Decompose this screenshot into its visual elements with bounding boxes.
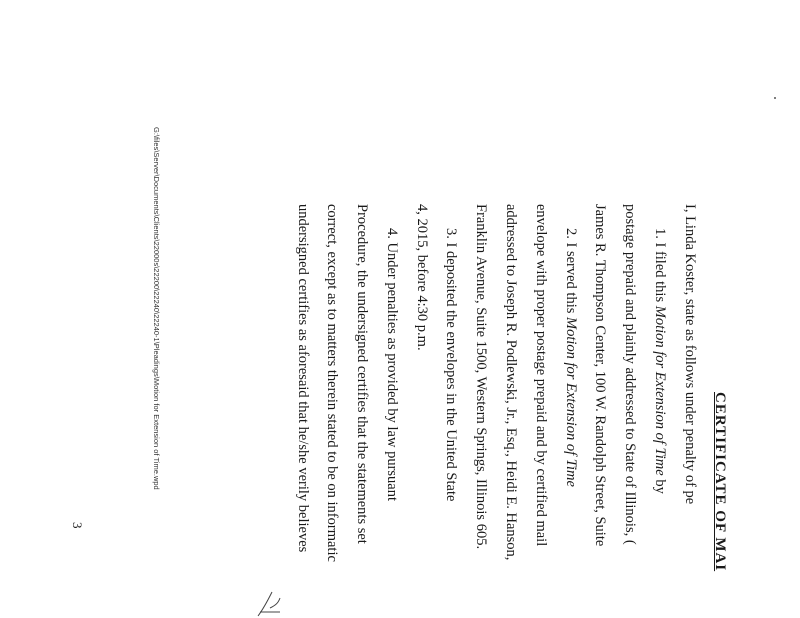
paragraph-2-line-1 (564, 228, 579, 487)
paragraph-2-line-3: addressed to Joseph R. Podlewski, Jr., Esq., Heidi E. Hanson, (503, 204, 519, 561)
intro-line: I, Linda Koster, state as follows under penalty of pe (682, 204, 698, 505)
document-title: CERTIFICATE OF MAI (712, 392, 728, 572)
paragraph-4-line-2: Procedure, the undersigned certifies that the statements set (354, 204, 370, 544)
paragraph-2-lead: 2. I served this (563, 228, 579, 317)
paragraph-1-line-3: James R. Thompson Center, 100 W. Randolph Street, Suite (592, 204, 608, 547)
paragraph-4-line-1: 4. Under penalties as provided by law pursuant (384, 228, 400, 502)
paragraph-1-italic: Motion for Extension of Time (652, 305, 668, 476)
paragraph-2-line-2: envelope with proper postage prepaid and by certified mail (533, 204, 549, 547)
signature-mark-icon (254, 578, 284, 618)
paragraph-2-italic: Motion for Extension of Time (563, 317, 579, 487)
page-number: 3 (70, 522, 85, 529)
paragraph-1-line-2: postage prepaid and plainly addressed to State of Illinois, ( (622, 204, 638, 545)
scan-speck (774, 97, 776, 99)
paragraph-1-lead: 1. I filed this (652, 228, 668, 306)
paragraph-1-line-1 (653, 228, 668, 494)
paragraph-4-line-3: correct, except as to matters therein stated to be on informatic (324, 204, 340, 562)
paragraph-3-line-1: 3. I deposited the envelopes in the United State (443, 228, 459, 502)
paragraph-3-line-2: 4, 2015, before 4:30 p.m. (414, 204, 430, 351)
paragraph-4-line-4: undersigned certifies as aforesaid that he/she verily believes (295, 204, 311, 553)
paragraph-1-trail: by (652, 475, 668, 494)
paragraph-2-line-4: Franklin Avenue, Suite 1500, Western Springs, Illinois 605. (473, 204, 489, 550)
file-path-footer: G:\files\Server\Documents\Clients\22000s\22200\22240\22240-1\Pleadings\Motion for Extension of Time.wpd (152, 127, 161, 490)
